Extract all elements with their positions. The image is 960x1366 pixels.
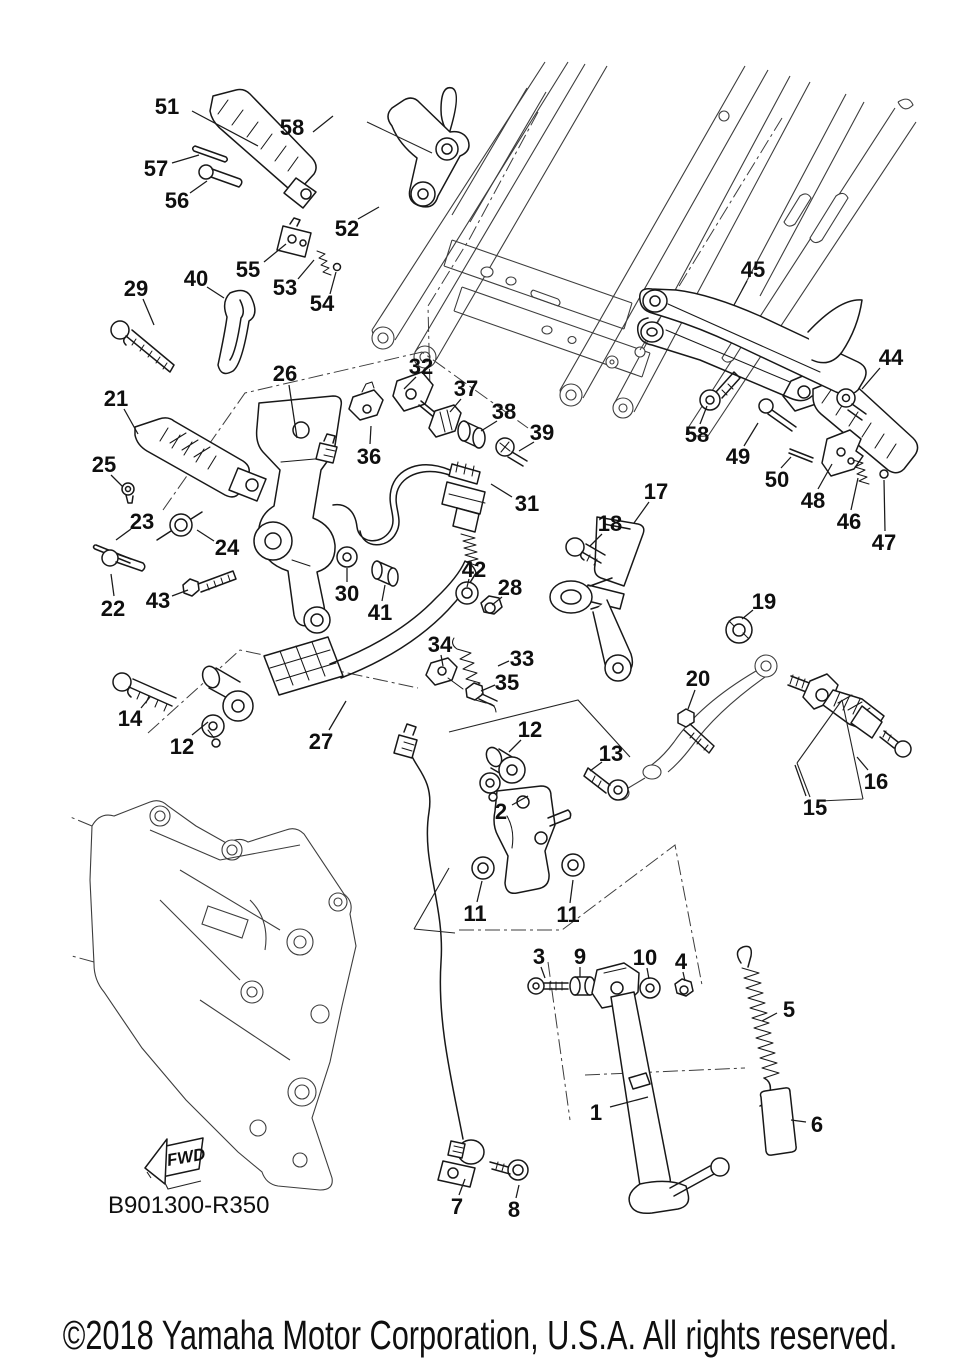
part-screw-39 [496, 438, 527, 466]
part-label-23-12: 23 [129, 509, 155, 534]
part-bolt-13 [584, 768, 628, 800]
part-label-54-7: 54 [309, 291, 335, 316]
part-label-33-28: 33 [509, 646, 535, 671]
part-plate-48 [822, 430, 863, 476]
part-link-12 [200, 664, 253, 747]
part-label-21-10: 21 [103, 386, 129, 411]
part-label-12-31: 12 [169, 734, 195, 759]
part-switch-7 [394, 724, 487, 1187]
part-label-20-44: 20 [685, 666, 711, 691]
part-footpeg-15 [788, 674, 884, 738]
leader-line-35-29 [481, 685, 495, 691]
part-clamp-34 [426, 658, 463, 689]
part-label-11-51: 11 [556, 902, 580, 927]
part-sensor-31 [316, 434, 485, 566]
part-label-11-50: 11 [463, 901, 487, 926]
part-label-9-53: 9 [573, 944, 587, 969]
part-tube-6 [761, 1088, 797, 1155]
leader-line-56-3 [190, 181, 207, 193]
leader-line-15-46 [795, 765, 806, 796]
part-label-15-46: 15 [802, 795, 828, 820]
part-label-36-17: 36 [356, 444, 382, 469]
part-spring-24 [157, 512, 202, 540]
part-label-13-48: 13 [598, 741, 624, 766]
leader-line-46-39 [851, 478, 858, 510]
part-bolt-16 [880, 731, 911, 757]
leader-line-52-4 [358, 207, 379, 219]
leader-line-23-12 [116, 529, 131, 540]
copyright-text: ©2018 Yamaha Motor Corporation, U.S.A. All rights reserved. [62, 1311, 898, 1359]
leader-line-29-8 [143, 299, 154, 325]
part-label-5-56: 5 [782, 997, 796, 1022]
leader-line-45-33 [734, 281, 747, 305]
part-label-7-59: 7 [450, 1194, 464, 1219]
part-spring-33 [453, 638, 496, 712]
part-label-10-54: 10 [632, 945, 658, 970]
part-bolt-43 [183, 571, 236, 596]
part-label-41-24: 41 [367, 600, 393, 625]
rear-frame-casting-drawing [68, 801, 356, 1190]
leader-line-11-51 [570, 880, 573, 903]
part-spring-5 [737, 946, 779, 1106]
part-label-17-41: 17 [643, 479, 669, 504]
part-label-34-27: 34 [427, 632, 453, 657]
part-label-45-33: 45 [740, 257, 766, 282]
part-washer-11a [472, 857, 494, 879]
part-label-48-38: 48 [800, 488, 826, 513]
part-label-39-21: 39 [529, 420, 555, 445]
leader-line-22-14 [111, 574, 114, 596]
leader-line-58-1 [313, 116, 333, 132]
part-label-42-25: 42 [461, 557, 487, 582]
part-nut-4 [675, 979, 693, 996]
part-label-16-45: 16 [863, 769, 889, 794]
part-label-52-4: 52 [334, 216, 360, 241]
leader-line-41-24 [382, 585, 385, 601]
diagram-code: B901300-R350 [108, 1192, 270, 1219]
leader-line-20-44 [688, 690, 695, 709]
part-washer-11b [562, 854, 584, 876]
leader-line-31-22 [491, 484, 512, 497]
part-label-32-18: 32 [408, 354, 434, 379]
part-label-57-2: 57 [143, 156, 169, 181]
part-guide-40 [218, 291, 255, 374]
part-label-53-6: 53 [272, 275, 298, 300]
part-bracket-17 [550, 517, 644, 681]
leader-line-11-50 [477, 881, 482, 902]
part-label-56-3: 56 [164, 188, 190, 213]
part-label-25-11: 25 [91, 452, 117, 477]
fwd-direction-arrow [145, 1138, 207, 1189]
leader-lines [111, 111, 885, 1198]
part-label-1-57: 1 [589, 1100, 603, 1125]
part-pin-56 [199, 165, 242, 187]
leader-line-27-32 [329, 701, 346, 730]
part-label-3-52: 3 [532, 944, 546, 969]
leader-line-33-28 [498, 661, 509, 666]
part-footrest-21 [135, 418, 266, 501]
part-footrest-51 [210, 90, 316, 209]
part-label-35-29: 35 [494, 670, 520, 695]
part-label-40-9: 40 [183, 266, 209, 291]
part-damper-37 [429, 405, 461, 437]
part-spring-53 [317, 251, 331, 275]
part-label-19-43: 19 [751, 589, 777, 614]
part-washer-10 [640, 978, 660, 998]
leader-line-21-10 [124, 409, 138, 434]
part-label-46-39: 46 [836, 509, 862, 534]
part-label-18-42: 18 [597, 511, 623, 536]
part-washer-30 [337, 547, 357, 567]
leader-line-57-2 [172, 155, 199, 163]
part-label-50-37: 50 [764, 467, 790, 492]
part-label-28-26: 28 [497, 575, 523, 600]
part-label-58-1: 58 [279, 115, 305, 140]
part-label-38-20: 38 [491, 399, 517, 424]
part-label-47-40: 47 [871, 530, 897, 555]
part-collar-41 [372, 561, 398, 586]
part-label-26-16: 26 [272, 361, 298, 386]
part-screw-25 [122, 483, 134, 503]
part-ball-54 [334, 264, 341, 271]
part-label-4-55: 4 [674, 949, 688, 974]
leader-line-17-41 [634, 502, 649, 523]
leader-line-14-30 [141, 697, 150, 708]
part-label-44-34: 44 [878, 345, 904, 370]
part-label-22-14: 22 [100, 596, 126, 621]
part-label-27-32: 27 [308, 729, 334, 754]
part-pin-50 [789, 449, 813, 462]
leader-line-49-36 [744, 423, 758, 446]
part-label-29-8: 29 [123, 276, 149, 301]
leader-line-55-5 [264, 244, 286, 262]
fwd-label: FWD [165, 1144, 207, 1170]
part-washer-19 [726, 617, 752, 643]
part-label-51-0: 51 [154, 94, 180, 119]
part-label-12-47: 12 [517, 717, 543, 742]
part-label-14-30: 14 [117, 706, 143, 731]
part-label-43-15: 43 [145, 588, 171, 613]
part-bolt-29 [111, 321, 174, 372]
leader-line-53-6 [298, 260, 314, 279]
part-ball-47 [880, 470, 888, 478]
part-label-2-49: 2 [494, 799, 508, 824]
part-plate-55 [277, 218, 311, 257]
part-collar-38 [458, 421, 485, 448]
part-bracket-26 [254, 396, 341, 633]
leader-line-40-9 [207, 287, 224, 298]
part-pin-57 [193, 146, 228, 162]
part-label-24-13: 24 [214, 535, 240, 560]
leader-line-24-13 [197, 530, 214, 541]
part-clip-36 [349, 382, 383, 420]
part-label-55-5: 55 [235, 257, 261, 282]
part-label-49-36: 49 [725, 444, 751, 469]
part-label-8-60: 8 [507, 1197, 521, 1222]
part-label-31-22: 31 [514, 491, 540, 516]
part-bracket-52 [388, 88, 469, 207]
parts-drawings [91, 88, 918, 1214]
part-label-6-58: 6 [810, 1112, 824, 1137]
part-bolt-8 [490, 1160, 528, 1180]
part-label-30-23: 30 [334, 581, 360, 606]
leader-line-47-40 [884, 480, 885, 531]
part-number-labels [92, 94, 904, 1222]
part-collar-9 [570, 977, 595, 995]
part-bolt-3 [528, 978, 568, 994]
leader-line-36-17 [370, 426, 371, 444]
part-label-37-19: 37 [453, 376, 479, 401]
part-label-58-35: 58 [684, 422, 710, 447]
